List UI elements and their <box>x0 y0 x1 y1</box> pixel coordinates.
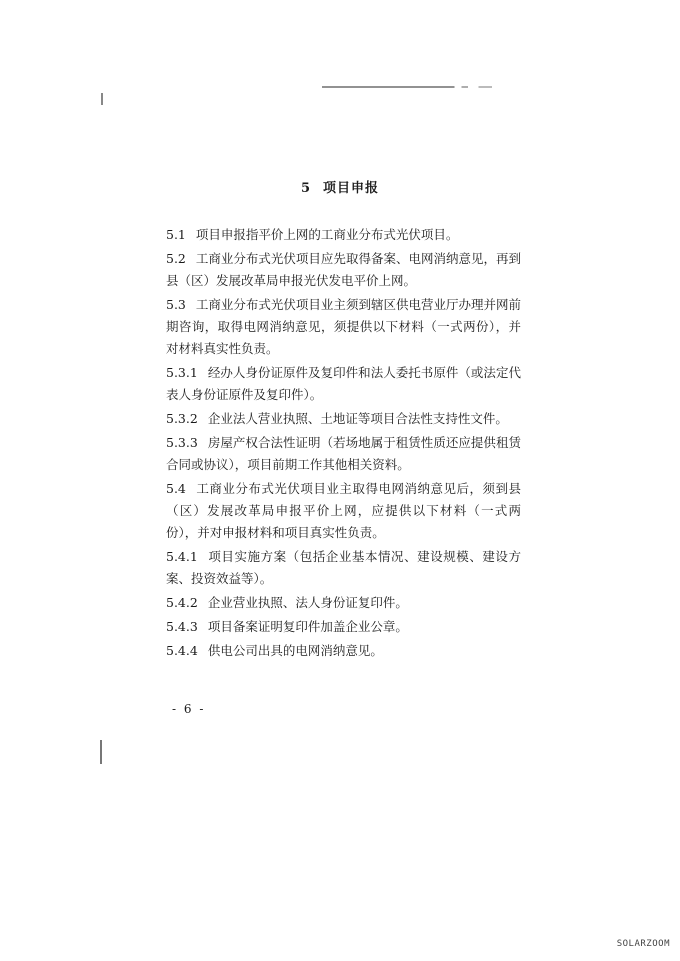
clause-number: 5.3.2 <box>166 411 198 426</box>
clause-number: 5.3.1 <box>166 365 198 380</box>
clause-text: 项目备案证明复印件加盖企业公章。 <box>207 619 408 634</box>
clause <box>166 478 521 544</box>
clause <box>166 592 521 614</box>
clause-text: 经办人身份证原件及复印件和法人委托书原件（或法定代表人身份证原件及复印件）。 <box>166 365 521 402</box>
scan-artifact-line <box>322 86 492 88</box>
clause-number: 5.4.3 <box>166 619 198 634</box>
clause <box>166 616 521 638</box>
clause <box>166 408 521 430</box>
clause-text: 项目实施方案（包括企业基本情况、建设规模、建设方案、投资效益等）。 <box>166 549 521 586</box>
clause-number: 5.3 <box>166 297 186 312</box>
document-body <box>166 224 521 664</box>
clause-number: 5.4.4 <box>166 643 198 658</box>
clause-text: 工商业分布式光伏项目应先取得备案、电网消纳意见，再到县（区）发展改革局申报光伏发电平价上网。 <box>166 251 521 288</box>
clause-number: 5.2 <box>166 251 186 266</box>
scan-artifact-mark <box>100 740 102 764</box>
clause-text: 项目申报指平价上网的工商业分布式光伏项目。 <box>195 227 459 242</box>
clause-text: 企业营业执照、法人身份证复印件。 <box>207 595 408 610</box>
clause-number: 5.4.1 <box>166 549 198 564</box>
scan-artifact-mark <box>101 93 103 105</box>
section-number: 5 <box>300 181 312 196</box>
clause <box>166 248 521 292</box>
clause-text: 房屋产权合法性证明（若场地属于租赁性质还应提供租赁合同或协议），项目前期工作其他相关资料。 <box>166 435 521 472</box>
clause-number: 5.3.3 <box>166 435 198 450</box>
clause <box>166 640 521 662</box>
page-number: - 6 - <box>172 702 206 716</box>
clause-text: 工商业分布式光伏项目业主须到辖区供电营业厅办理并网前期咨询，取得电网消纳意见，须提供以下材料（一式两份），并对材料真实性负责。 <box>166 297 521 356</box>
section-heading <box>0 177 680 196</box>
watermark-text: SOLARZOOM <box>616 939 670 949</box>
clause <box>166 432 521 476</box>
section-title: 项目申报 <box>323 181 380 196</box>
clause-number: 5.1 <box>166 227 186 242</box>
clause-text: 供电公司出具的电网消纳意见。 <box>207 643 383 658</box>
clause <box>166 546 521 590</box>
clause <box>166 294 521 360</box>
clause <box>166 362 521 406</box>
clause <box>166 224 521 246</box>
clause-number: 5.4 <box>166 481 186 496</box>
clause-number: 5.4.2 <box>166 595 198 610</box>
clause-text: 企业法人营业执照、土地证等项目合法性支持性文件。 <box>207 411 508 426</box>
clause-text: 工商业分布式光伏项目业主取得电网消纳意见后，须到县（区）发展改革局申报平价上网，应提供以下材料（一式两份），并对申报材料和项目真实性负责。 <box>166 481 521 540</box>
